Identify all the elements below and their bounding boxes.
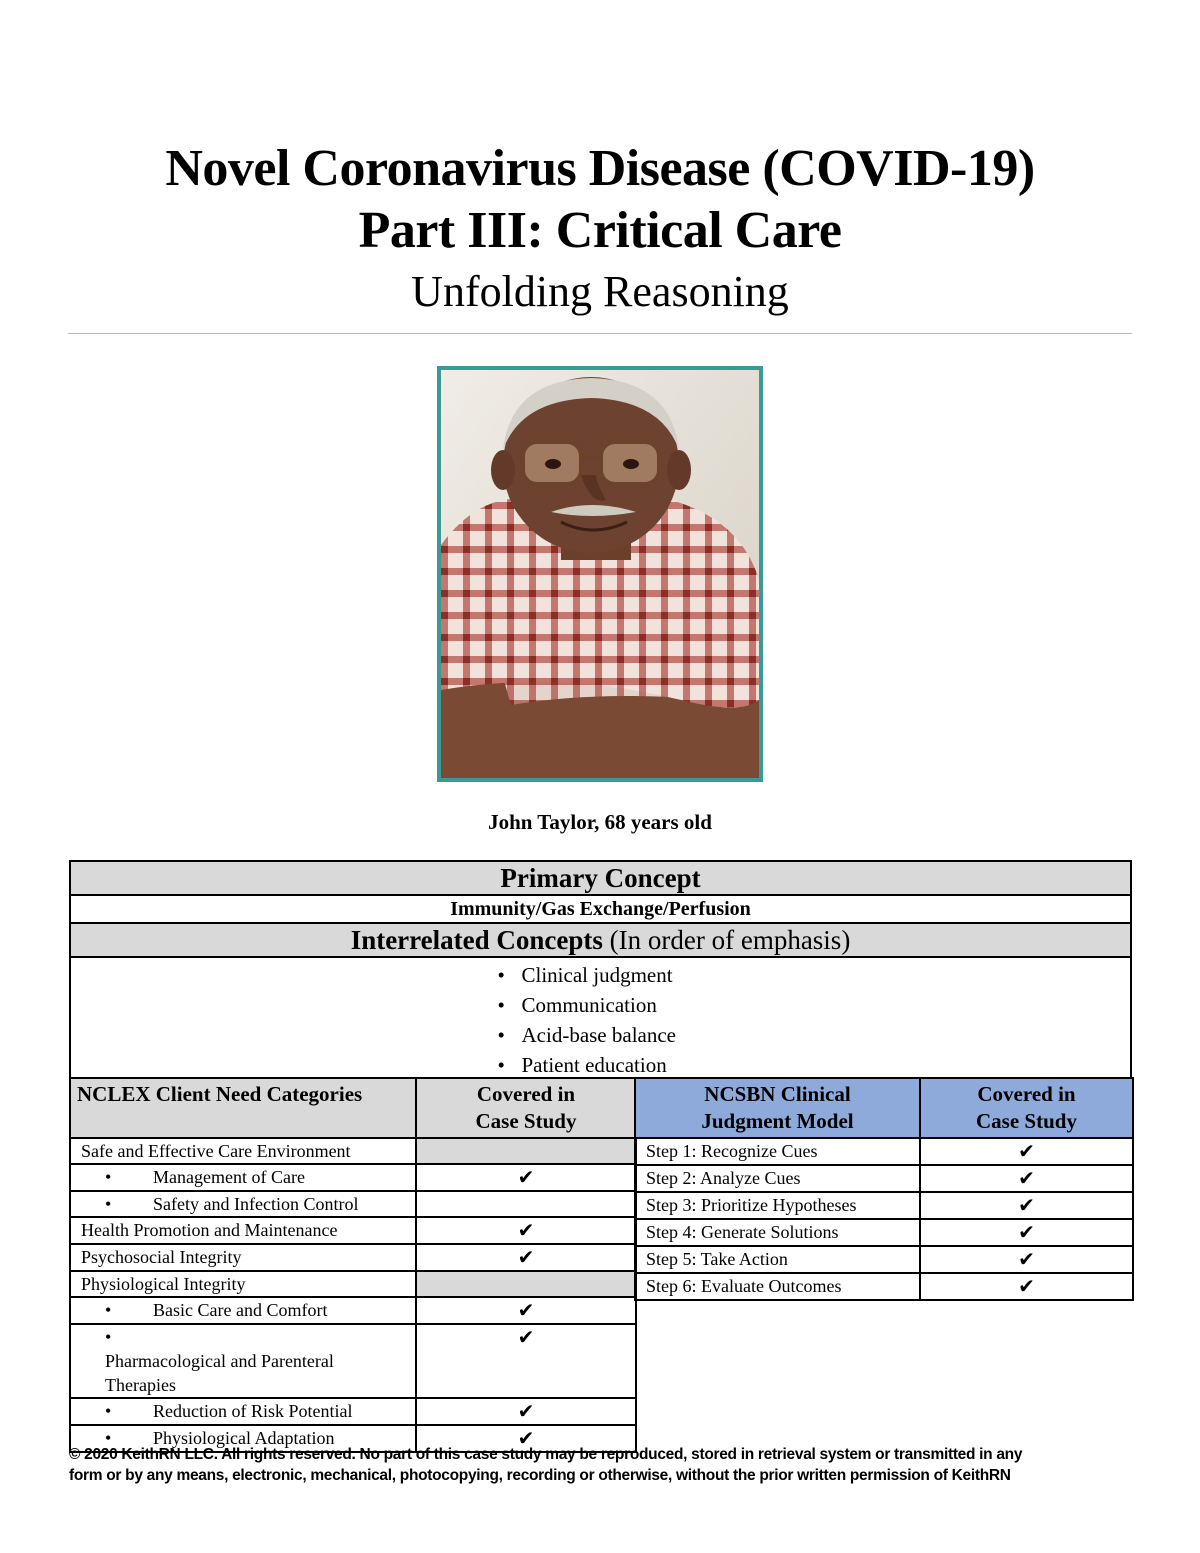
header-line: Covered in <box>476 1082 576 1106</box>
nclex-subcategory <box>70 1191 416 1217</box>
header-line: Covered in <box>977 1082 1076 1106</box>
list-item: • Clinical judgment <box>496 960 706 990</box>
check-cell: ✔ <box>416 1217 636 1244</box>
page-title: Novel Coronavirus Disease (COVID-19) <box>165 140 1035 197</box>
nclex-subcategory <box>70 1297 416 1324</box>
nclex-subcategory <box>70 1398 416 1425</box>
ncsbn-covered-header <box>920 1078 1133 1138</box>
table-row <box>635 1219 1133 1246</box>
check-cell <box>416 1271 636 1297</box>
category-label: Physiological Adaptation <box>153 1428 335 1448</box>
nclex-category: Safe and Effective Care Environment <box>70 1138 416 1164</box>
category-label: Basic Care and Comfort <box>153 1300 328 1320</box>
table-row <box>70 1398 636 1425</box>
interrelated-concepts-heading <box>70 923 1131 957</box>
check-cell: ✔ <box>416 1324 636 1398</box>
table-row <box>70 1191 636 1217</box>
check-cell <box>416 1191 636 1217</box>
nclex-category: Health Promotion and Maintenance <box>70 1217 416 1244</box>
check-cell: ✔ <box>416 1164 636 1191</box>
check-cell: ✔ <box>920 1246 1133 1273</box>
table-row <box>635 1246 1133 1273</box>
nclex-category: Physiological Integrity <box>70 1271 416 1297</box>
table-row <box>70 1297 636 1324</box>
table-row <box>635 1273 1133 1300</box>
divider <box>68 333 1132 334</box>
primary-concept-heading: Primary Concept <box>70 861 1131 895</box>
concepts-table <box>69 860 1132 1082</box>
ncsbn-step: Step 3: Prioritize Hypotheses <box>635 1192 920 1219</box>
check-cell: ✔ <box>920 1219 1133 1246</box>
header-line: Case Study <box>976 1109 1077 1133</box>
nclex-table <box>69 1077 637 1453</box>
page-subtitle: Unfolding Reasoning <box>411 267 789 316</box>
nclex-category: Psychosocial Integrity <box>70 1244 416 1271</box>
check-cell: ✔ <box>920 1273 1133 1300</box>
bullet-icon: • <box>105 1167 112 1187</box>
title-block <box>0 138 1200 320</box>
interrelated-heading-label: Interrelated Concepts <box>350 924 603 955</box>
check-cell <box>416 1138 636 1164</box>
list-item: • Patient education <box>496 1050 706 1080</box>
category-label: Safety and Infection Control <box>153 1193 359 1214</box>
nclex-subcategory <box>70 1164 416 1191</box>
interrelated-heading-note: (In order of emphasis) <box>609 924 851 955</box>
ncsbn-step: Step 5: Take Action <box>635 1246 920 1273</box>
categories-section <box>69 1077 1132 1450</box>
table-row <box>70 1164 636 1191</box>
list-item: • Acid-base balance <box>496 1020 706 1050</box>
category-label: Reduction of Risk Potential <box>153 1401 353 1421</box>
ncsbn-step: Step 4: Generate Solutions <box>635 1219 920 1246</box>
table-row <box>70 1217 636 1244</box>
table-row <box>635 1165 1133 1192</box>
nclex-subcategory <box>70 1324 416 1398</box>
check-cell: ✔ <box>920 1138 1133 1165</box>
bullet-icon: • <box>105 1300 112 1320</box>
footer-line: form or by any means, electronic, mechanical, photocopying, recording or otherwise, without the prior written permission of KeithRN <box>69 1467 1011 1484</box>
table-row <box>70 1324 636 1398</box>
ncsbn-step: Step 2: Analyze Cues <box>635 1165 920 1192</box>
check-cell: ✔ <box>416 1297 636 1324</box>
check-cell: ✔ <box>920 1165 1133 1192</box>
bullet-icon: • <box>105 1327 112 1347</box>
primary-concept-value: Immunity/Gas Exchange/Perfusion <box>70 895 1131 923</box>
table-row <box>635 1192 1133 1219</box>
check-cell: ✔ <box>416 1244 636 1271</box>
table-row <box>635 1138 1133 1165</box>
ncsbn-table <box>634 1077 1134 1301</box>
patient-caption: John Taylor, 68 years old <box>488 810 712 834</box>
nclex-covered-header <box>416 1078 636 1138</box>
copyright-footer <box>69 1444 1139 1486</box>
ncsbn-header <box>635 1078 920 1138</box>
patient-portrait <box>437 366 763 782</box>
footer-line: © 2020 KeithRN LLC. All rights reserved. No part of this case study may be reproduced, stored in retrieval system or transmitted in any <box>69 1446 1023 1463</box>
header-line: Judgment Model <box>701 1109 854 1133</box>
table-row <box>70 1244 636 1271</box>
nclex-header: NCLEX Client Need Categories <box>70 1078 416 1138</box>
table-row <box>70 1271 636 1297</box>
patient-portrait-image <box>441 370 759 778</box>
category-label: Pharmacological and Parenteral Therapies <box>105 1351 334 1395</box>
check-cell: ✔ <box>416 1425 636 1452</box>
ncsbn-step: Step 6: Evaluate Outcomes <box>635 1273 920 1300</box>
page-title-part: Part III: Critical Care <box>358 202 842 259</box>
header-line: NCSBN Clinical <box>704 1082 851 1106</box>
bullet-icon: • <box>105 1428 112 1448</box>
header-line: Case Study <box>475 1109 577 1133</box>
check-cell: ✔ <box>920 1192 1133 1219</box>
bullet-icon: • <box>105 1193 112 1214</box>
bullet-icon: • <box>105 1401 112 1421</box>
interrelated-concepts-list <box>70 957 1131 1081</box>
ncsbn-step: Step 1: Recognize Cues <box>635 1138 920 1165</box>
table-row <box>70 1138 636 1164</box>
check-cell: ✔ <box>416 1398 636 1425</box>
list-item: • Communication <box>496 990 706 1020</box>
category-label: Management of Care <box>153 1167 305 1187</box>
